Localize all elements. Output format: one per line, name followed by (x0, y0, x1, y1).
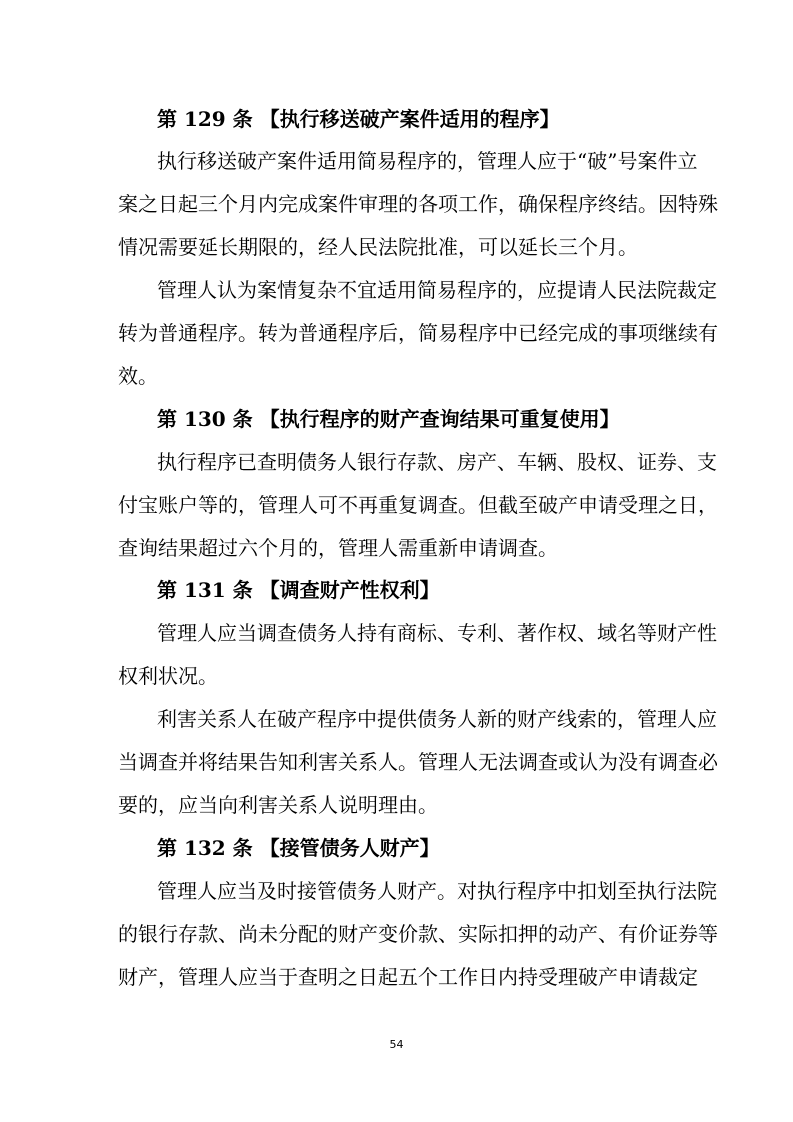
article-132-text-line: 财产，管理人应当于查明之日起五个工作日内持受理破产申请裁定 (118, 965, 698, 989)
article-130-text-line: 执行程序已查明债务人银行存款、房产、车辆、股权、证券、支 (157, 450, 717, 474)
article-129-heading: 第 129 条 【执行移送破产案件适用的程序】 (157, 107, 560, 131)
article-131-text-line: 要的，应当向利害关系人说明理由。 (118, 793, 438, 817)
article-129-text-line: 管理人认为案情复杂不宜适用简易程序的，应提请人民法院裁定 (157, 278, 717, 302)
article-132-text-line: 管理人应当及时接管债务人财产。对执行程序中扣划至执行法院 (157, 879, 717, 903)
article-130-text-line: 付宝账户等的，管理人可不再重复调查。但截至破产申请受理之日， (118, 493, 718, 517)
article-131-heading: 第 131 条 【调查财产性权利】 (157, 578, 440, 602)
page-number: 54 (389, 1038, 404, 1051)
article-131-text-line: 利害关系人在破产程序中提供债务人新的财产线索的，管理人应 (157, 707, 717, 731)
article-131-text-line: 权利状况。 (118, 664, 218, 688)
article-132-heading: 第 132 条 【接管债务人财产】 (157, 836, 440, 860)
article-129-text-line: 情况需要延长期限的，经人民法院批准，可以延长三个月。 (118, 235, 638, 259)
article-129-text-line: 效。 (118, 364, 158, 388)
article-129-text-line: 执行移送破产案件适用简易程序的，管理人应于“破”号案件立 (157, 149, 698, 173)
article-130-text-line: 查询结果超过六个月的，管理人需重新申请调查。 (118, 536, 558, 560)
article-132-text-line: 的银行存款、尚未分配的财产变价款、实际扣押的动产、有价证券等 (118, 922, 718, 946)
article-130-heading: 第 130 条 【执行程序的财产查询结果可重复使用】 (157, 407, 620, 431)
article-131-text-line: 当调查并将结果告知利害关系人。管理人无法调查或认为没有调查必 (118, 750, 718, 774)
article-129-text-line: 转为普通程序。转为普通程序后，简易程序中已经完成的事项继续有 (118, 321, 718, 345)
article-131-text-line: 管理人应当调查债务人持有商标、专利、著作权、域名等财产性 (157, 621, 717, 645)
article-129-text-line: 案之日起三个月内完成案件审理的各项工作，确保程序终结。因特殊 (118, 192, 718, 216)
